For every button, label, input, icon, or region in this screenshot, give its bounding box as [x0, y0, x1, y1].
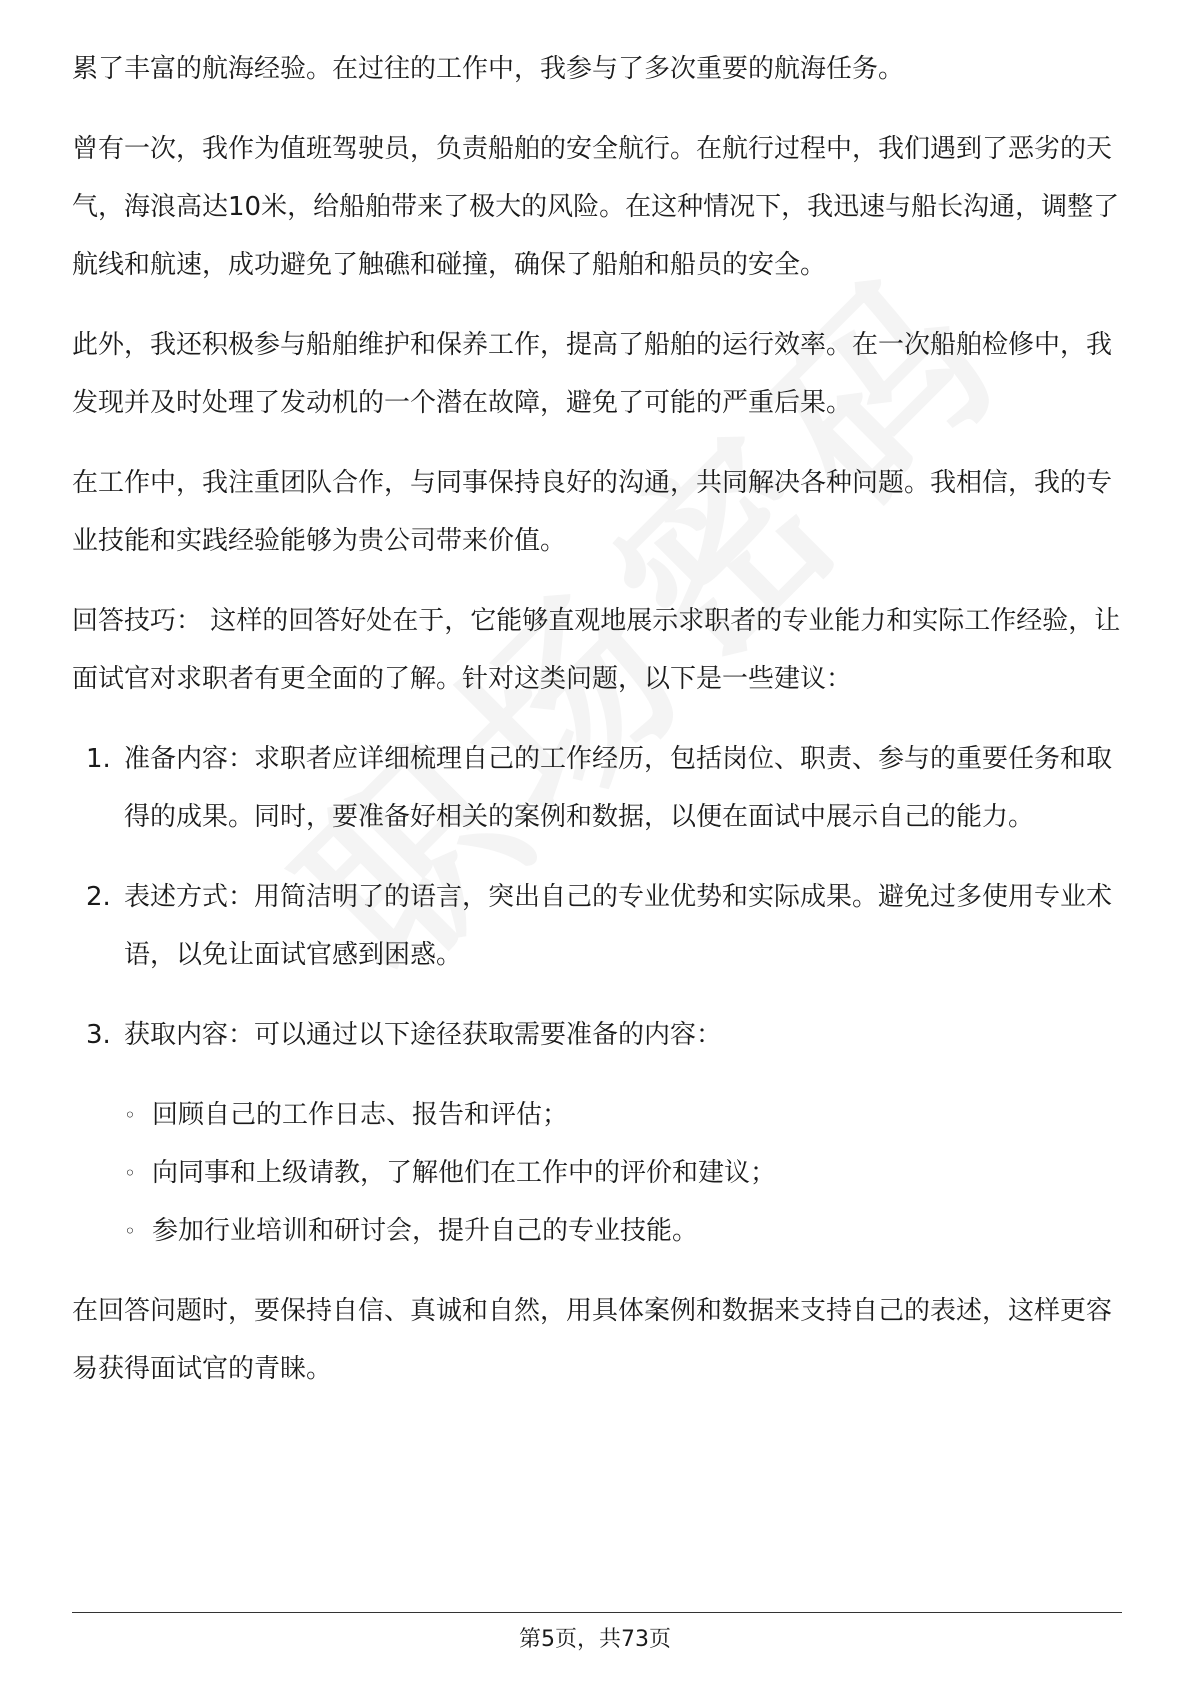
- tips-paragraph: 回答技巧： 这样的回答好处在于，它能够直观地展示求职者的专业能力和实际工作经验，让面试官对求职者有更全面的了解。针对这类问题，以下是一些建议：: [72, 606, 1121, 694]
- list-text: 表述方式：用简洁明了的语言，突出自己的专业优势和实际成果。避免过多使用专业术语，以免让面试官感到困惑。: [124, 882, 1113, 970]
- footer-divider: [72, 1612, 1122, 1613]
- page-number: 第5页，共73页: [519, 1627, 671, 1652]
- sub-list-text: 回顾自己的工作日志、报告和评估；: [152, 1100, 569, 1130]
- tips-list: [72, 730, 1122, 1260]
- list-item: [72, 1006, 1122, 1260]
- list-number: 1.: [86, 744, 111, 774]
- list-item: [72, 868, 1122, 984]
- sub-list-item: [124, 1144, 1122, 1202]
- list-text: 准备内容：求职者应详细梳理自己的工作经历，包括岗位、职责、参与的重要任务和取得的成果。同时，要准备好相关的案例和数据，以便在面试中展示自己的能力。: [124, 744, 1113, 832]
- sub-list-item: [124, 1202, 1122, 1260]
- sub-list: [124, 1086, 1122, 1260]
- page-content: [72, 40, 1122, 1398]
- list-item: [72, 730, 1122, 846]
- bullet-circle-icon: ◦: [124, 1103, 136, 1127]
- paragraph-3: 此外，我还积极参与船舶维护和保养工作，提高了船舶的运行效率。在一次船舶检修中，我发现并及时处理了发动机的一个潜在故障，避免了可能的严重后果。: [72, 330, 1113, 418]
- list-number: 2.: [86, 882, 111, 912]
- paragraph-1: 累了丰富的航海经验。在过往的工作中，我参与了多次重要的航海任务。: [72, 54, 905, 84]
- paragraph-2: 曾有一次，我作为值班驾驶员，负责船舶的安全航行。在航行过程中，我们遇到了恶劣的天气，海浪高达10米，给船舶带来了极大的风险。在这种情况下，我迅速与船长沟通，调整了航线和航速，成功避免了触礁和碰撞，确保了船舶和船员的安全。: [72, 134, 1120, 280]
- sub-list-text: 参加行业培训和研讨会，提升自己的专业技能。: [152, 1216, 699, 1246]
- bullet-circle-icon: ◦: [124, 1219, 136, 1243]
- sub-list-item: [124, 1086, 1122, 1144]
- list-number: 3.: [86, 1020, 111, 1050]
- paragraph-4: 在工作中，我注重团队合作，与同事保持良好的沟通，共同解决各种问题。我相信，我的专业技能和实践经验能够为贵公司带来价值。: [72, 468, 1113, 556]
- closing-paragraph: 在回答问题时，要保持自信、真诚和自然，用具体案例和数据来支持自己的表述，这样更容易获得面试官的青睐。: [72, 1296, 1113, 1384]
- sub-list-text: 向同事和上级请教，了解他们在工作中的评价和建议；: [152, 1158, 777, 1188]
- bullet-circle-icon: ◦: [124, 1161, 136, 1185]
- list-text: 获取内容：可以通过以下途径获取需要准备的内容：: [124, 1020, 723, 1050]
